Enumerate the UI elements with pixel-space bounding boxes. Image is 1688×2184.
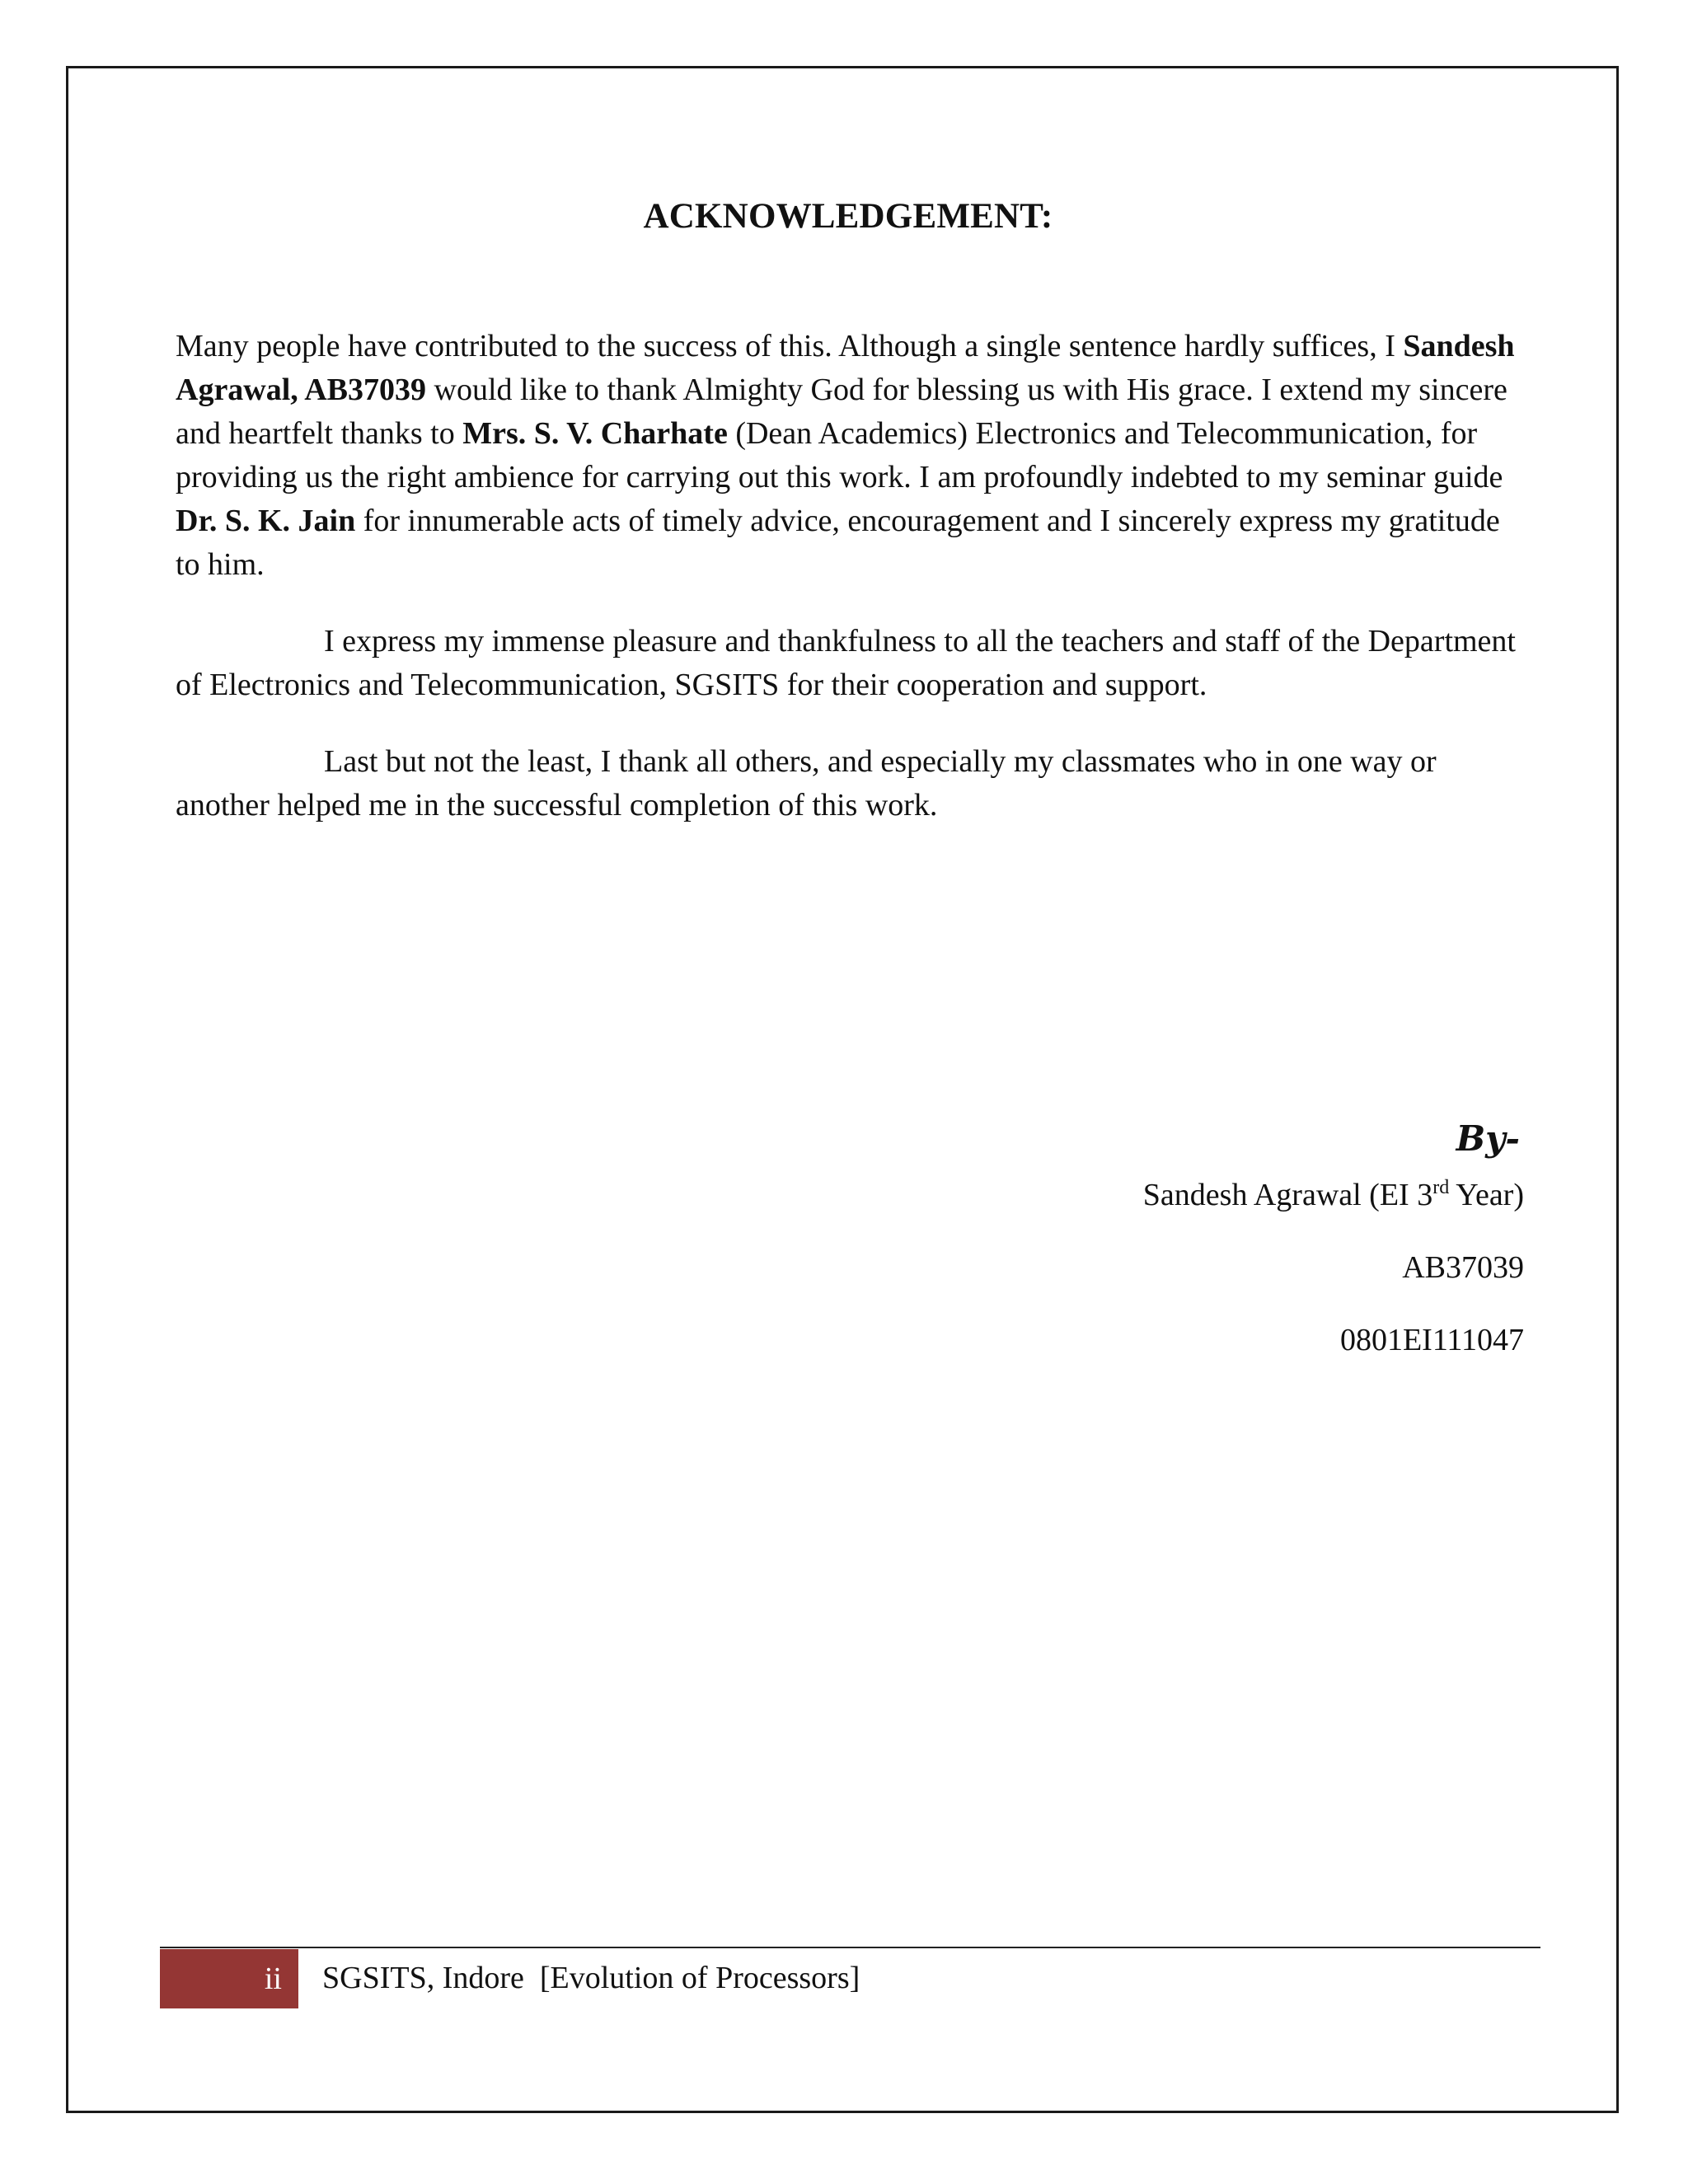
author-name-bold: Sandesh Agrawal, AB37039 [176, 329, 1515, 407]
paragraph-department: I express my immense pleasure and thankfulness to all the teachers and staff of the Department of Electronics and Telecommunication, SGSITS for their cooperation and support. [176, 624, 1516, 702]
dean-name-bold: Mrs. S. V. Charhate [462, 416, 728, 451]
signature-name-prefix: Sandesh Agrawal (EI 3 [1142, 1178, 1433, 1212]
paragraph-thanks-text-4: for innumerable acts of timely advice, encouragement and I sincerely express my gratitude to him. [176, 504, 1500, 582]
footer-text: SGSITS, Indore [Evolution of Processors] [322, 1961, 860, 1995]
paragraph-thanks [176, 325, 1527, 587]
paragraph-classmates: Last but not the least, I thank all others, and especially my classmates who in one way or another helped me in the successful completion of this work. [176, 744, 1437, 823]
signature-enrollment: 0801EI111047 [1339, 1323, 1524, 1357]
footer-rule [160, 1947, 1540, 1948]
footer-page-box [160, 1949, 298, 2008]
signature-by: By- [1456, 1118, 1520, 1159]
guide-name-bold: Dr. S. K. Jain [176, 504, 356, 538]
signature-id: AB37039 [1402, 1250, 1524, 1285]
paragraph-thanks-text-3: (Dean Academics) Electronics and Telecommunication, for providing us the right ambience for carrying out this work. I am profoundly indebted to my seminar guide [176, 416, 1503, 494]
paragraph-thanks-text-1: Many people have contributed to the success of this. Although a single sentence hardly suffices, I [176, 329, 1404, 363]
signature-name-suffix: Year) [1449, 1178, 1524, 1212]
signature-name-sup: rd [1432, 1177, 1450, 1198]
footer-page-number: ii [264, 1961, 282, 1996]
paragraph-thanks-text-2: would like to thank Almighty God for blessing us with His grace. I extend my sincere and heartfelt thanks to [176, 373, 1507, 451]
page-title: ACKNOWLEDGEMENT: [643, 197, 1053, 236]
signature-name [1143, 1177, 1524, 1213]
